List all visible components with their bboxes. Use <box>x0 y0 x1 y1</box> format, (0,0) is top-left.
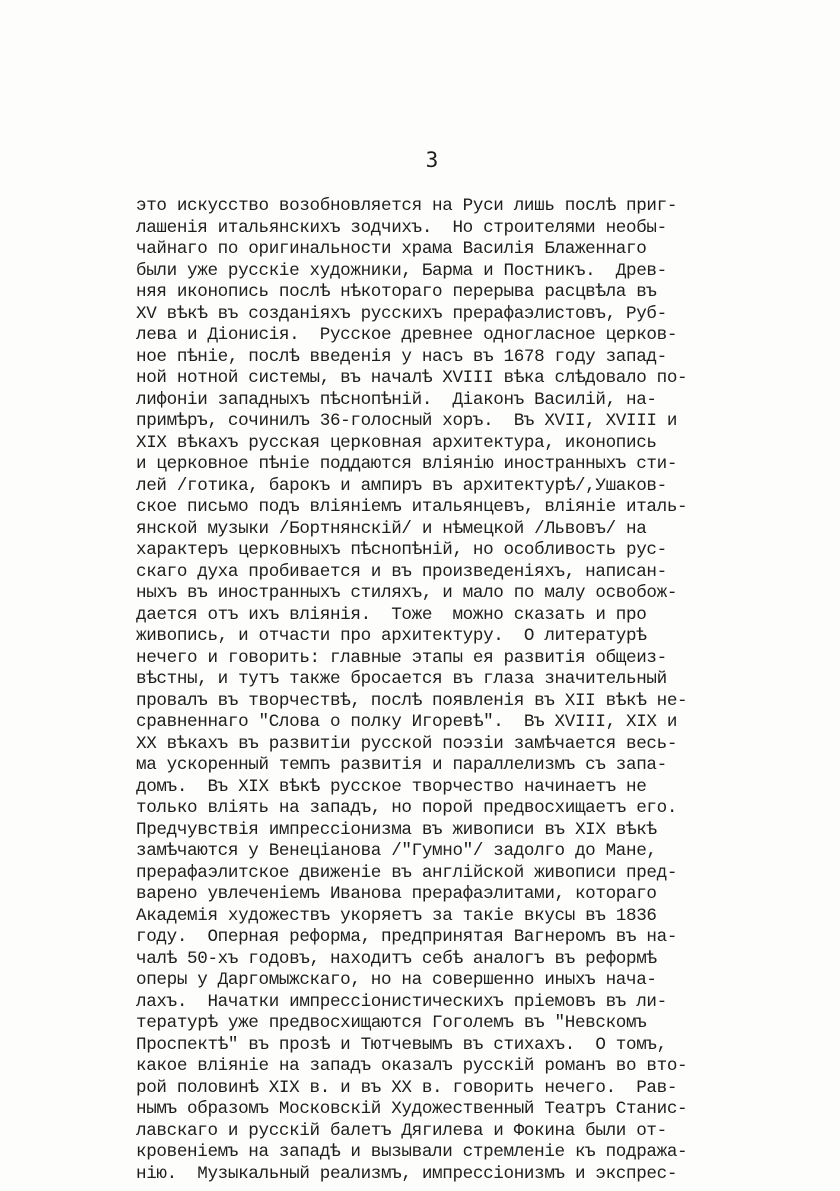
text-line: XV вѣкѣ въ созданіяхъ русскихъ прерафаэлистовъ, Руб- <box>136 303 667 324</box>
text-line: дается отъ ихъ вліянія. Тоже можно сказать и про <box>136 604 647 625</box>
text-line: сравненнаго "Слова о полку Игоревѣ". Въ XVIII, XIX и <box>136 712 678 732</box>
text-line: замѣчаются у Венеціанова /"Гумно"/ задолго до Мане, <box>136 841 657 861</box>
text-line: ма ускоренный темпъ развитія и параллелизмъ съ запа- <box>136 755 667 775</box>
text-line: какое вліяніе на западъ оказалъ русскій романъ во вто- <box>136 1056 688 1076</box>
text-line: и церковное пѣніе поддаются вліянію иностранныхъ сти- <box>136 454 678 474</box>
text-line: были уже русскіе художники, Барма и Постникъ. Древ- <box>136 260 667 281</box>
text-line: оперы у Даргомыжскаго, но на совершенно иныхъ нача- <box>136 970 657 990</box>
text-line: это искусство возобновляется на Руси лишь послѣ приг- <box>136 196 678 216</box>
text-line: лашенія итальянскихъ зодчихъ. Но строителями необы- <box>136 217 667 238</box>
text-line: лавскаго и русскій балетъ Дягилева и Фокина были от- <box>136 1120 667 1141</box>
text-line: варено увлеченіемъ Иванова прерафаэлитами, котораго <box>136 884 657 904</box>
text-line: няя иконопись послѣ нѣкотораго перерыва расцвѣла въ <box>136 282 657 302</box>
text-line: лахъ. Начатки импрессіонистическихъ пріемовъ въ ли- <box>136 991 667 1012</box>
text-line: ное пѣніе, послѣ введенія у насъ въ 1678 году запад- <box>136 346 667 367</box>
text-line: только вліять на западъ, но порой предвосхищаетъ его. <box>136 798 678 818</box>
body-text <box>136 196 776 1185</box>
text-line: рой половинѣ XIX в. и въ XX в. говорить нечего. Рав- <box>136 1077 678 1098</box>
text-line: Академія художествъ укоряетъ за такіе вкусы въ 1836 <box>136 905 657 926</box>
text-line: XX вѣкахъ въ развитіи русской поэзіи замѣчается весь- <box>136 733 678 754</box>
text-line: нымъ образомъ Московскій Художественный Театръ Станис- <box>136 1099 688 1119</box>
text-line: нію. Музыкальный реализмъ, импрессіонизмъ и экспрес- <box>136 1163 678 1184</box>
text-line: домъ. Въ XIX вѣкѣ русское творчество начинаетъ не <box>136 776 647 797</box>
text-line: провалъ въ творчествѣ, послѣ появленія въ XII вѣкѣ не- <box>136 690 688 711</box>
text-line: прерафаэлитское движеніе въ англійской живописи пред- <box>136 862 678 883</box>
page-number: 3 <box>425 148 439 172</box>
text-line: ной нотной системы, въ началѣ XVIII вѣка слѣдовало по- <box>136 368 688 388</box>
text-line: янской музыки /Бортнянскій/ и нѣмецкой /Львовъ/ на <box>136 518 647 539</box>
text-line: чалѣ 50-хъ годовъ, находитъ себѣ аналогъ въ реформѣ <box>136 948 657 969</box>
text-line: характеръ церковныхъ пѣснопѣній, но особливость рус- <box>136 540 667 560</box>
text-line: вѣстны, и тутъ также бросается въ глаза значительный <box>136 669 667 689</box>
text-line: кровеніемъ на западѣ и вызывали стремленіе къ подража- <box>136 1142 688 1162</box>
text-line: году. Оперная реформа, предпринятая Вагнеромъ въ на- <box>136 927 678 947</box>
text-line: ское письмо подъ вліяніемъ итальянцевъ, вліяніе италь- <box>136 497 688 517</box>
text-line: XIX вѣкахъ русская церковная архитектура, иконопись <box>136 432 657 453</box>
text-line: лей /готика, барокъ и ампиръ въ архитектурѣ/,Ушаков- <box>136 475 667 496</box>
text-line: лева и Діонисія. Русское древнее одногласное церков- <box>136 325 678 345</box>
text-line: нечего и говорить: главные этапы ея развитія общеиз- <box>136 647 667 668</box>
text-line: чайнаго по оригинальности храма Василія Блаженнаго <box>136 239 647 259</box>
text-line: живопись, и отчасти про архитектуру. О литературѣ <box>136 626 647 646</box>
text-line: Проспектѣ" въ прозѣ и Тютчевымъ въ стихахъ. О томъ, <box>136 1034 667 1055</box>
text-line: примѣръ, сочинилъ 36-голосный хоръ. Въ XVII, XVIII и <box>136 411 678 431</box>
text-line: Предчувствія импрессіонизма въ живописи въ XIX вѣкѣ <box>136 819 657 840</box>
text-line: ныхъ въ иностранныхъ стиляхъ, и мало по малу освобож- <box>136 583 678 603</box>
text-line: лифоніи западныхъ пѣснопѣній. Діаконъ Василій, на- <box>136 389 657 410</box>
text-line: тературѣ уже предвосхищаются Гоголемъ въ "Невскомъ <box>136 1013 647 1033</box>
text-line: скаго духа пробивается и въ произведеніяхъ, написан- <box>136 561 667 582</box>
